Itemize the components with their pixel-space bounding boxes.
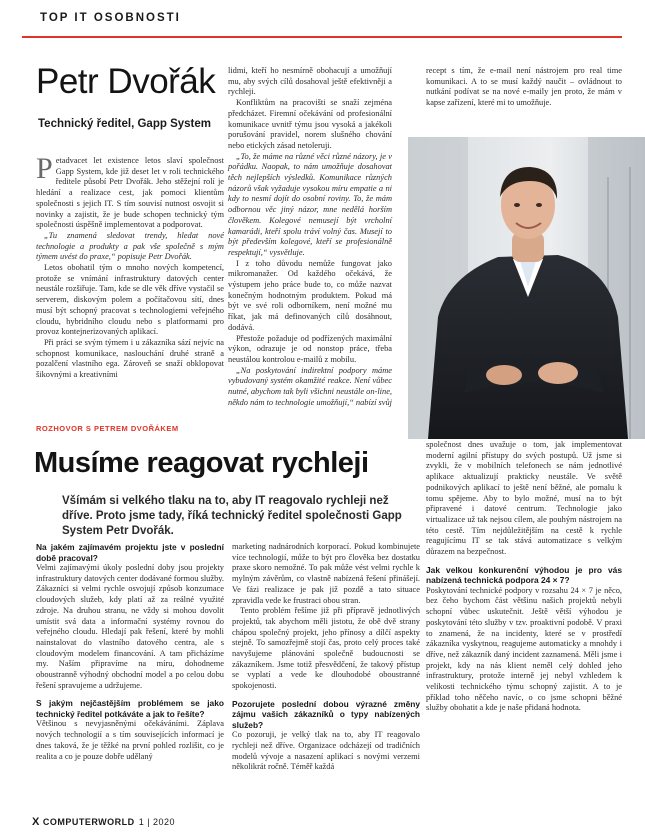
intro-paragraph: Přestože požaduje od podřízených maximální výkon, odrazuje je od nonstop práce, třeba neustálou kontrolou e-mailů z mobilu. <box>228 333 392 364</box>
intro-column-1 <box>36 152 224 380</box>
intro-quote: „Na poskytování indirektní podpory máme vybudovaný systém okamžité reakce. Není vůbec nutné, abychom tak byli všichni neustále on-line, někdo nám to technologie umožňují,“ nabízí svůj <box>228 365 392 407</box>
question-heading: Na jakém zajímavém projektu jste v poslední době pracoval? <box>36 542 224 563</box>
issue-number: 1 | 2020 <box>138 817 176 827</box>
magazine-logo-mark: X <box>32 816 40 828</box>
answer-paragraph: společnost dnes uvažuje o tom, jak implementovat moderní agilní přístupy do svých postupů. Už jsme si zvykli, že v mobilních telefonech se nám jednotlivé aplikace aktualizují prakticky neustále. Ve světě podnikových aplikací to ještě není běžné, ale pomalu k tomu spějeme. Aby to bylo možné, musí na to být připravené i datové centrum. Technologie jako virtualizace už tak nejsou cílem, ale pouhým nástrojem na této cestě. Tím nejdůležitějším na cestě k rychle reagujícímu IT se tak stává automatizace s velkým důrazem na bezpečnost. <box>426 440 622 557</box>
intro-paragraph: I z toho důvodu nemůže fungovat jako mikromanažer. Od každého očekává, že výstupem jeho práce bude to, co může nazvat konečným hodnotným produktem. Pokud má být ve své roli odborníkem, není možné mu říkat, jak má definovaných cílů dosáhnout, dodává. <box>228 258 392 332</box>
article-lead: Všímám si velkého tlaku na to, aby IT reagovalo rychleji než dříve. Proto jsme tady, říká technický ředitel společnosti Gapp System Petr Dvořák. <box>62 495 402 537</box>
intro-column-2 <box>228 66 392 410</box>
magazine-name: COMPUTERWORLD <box>42 817 135 827</box>
intro-paragraph <box>36 152 224 231</box>
page-footer <box>32 816 175 828</box>
answer-paragraph: Tento problém řešíme již při přípravě jednotlivých projektů, tak abychom měli jistotu, že obě dvě strany chápou společný projekt, jeho přínosy a dílčí aspekty stejně. To samozřejmě stojí čas, proto celý proces také navyšujeme plánování společně budoucnosti se zákazníkem. Jsme totiž přesvědčení, že takový přístup se vyplatí a vede ke dlouhodobé oboustranné spokojenosti. <box>232 606 420 691</box>
section-kicker: TOP IT OSOBNOSTI <box>40 12 181 24</box>
drop-cap: P <box>36 152 53 185</box>
answer-paragraph: Poskytování technické podpory v rozsahu 24 × 7 je něco, bez čeho bychom část většinu našich projektů nebyli schopní vůbec uskutečnit. Ještě větší výhodou je poskytování této služby v tzv. proaktivní podobě. V praxi to znamená, že na incidenty, které se v prostředí zákazníka vyskytnou, reagujeme automaticky a mnohdy i dříve, než zákazník daný incident zaznamená. Měli jsme i projekt, kdy na nás klient neměl celý dohled jeho infrastruktury, protože interně jej nebyl vzhledem k velikosti technického týmu schopný zajistit. A to je příklad toho něčeho navíc, o co jsme schopni běžné služby obohatit a kde je naše přidaná hodnota. <box>426 585 622 713</box>
answer-paragraph: Velmi zajímavými úkoly poslední doby jsou projekty infrastruktury datových center dodávané formou služby. Zákazníci si velmi rychle osvojují způsob konzumace cloudových služeb, kdy platí až za reálné využité zdroje. Na druhou stranu, ne vždy si mohou dovolit umístit svá data a informační systémy rovnou do veřejného cloudu. Hledají pak řešení, které by mohli nainstalovat do vlastního datového centra, ale s cloudovým modelem financování. A tam přicházíme my. Naším připravíme na míru, dohodneme oboustranně výhodný obchodní model a po celou dobu řešení spravujeme a udržujeme. <box>36 563 224 690</box>
answer-paragraph: marketing nadnárodních korporací. Pokud kombinujete více technologií, může to být pro člověka bez dostatku praxe skoro nemožné. To pak může vést velmi rychle k mylným závěrům, co vlastně nabízená řešení přinášejí. Ve fázi realizace je pak již pozdě a tato situace zpravidla vede ke frustraci obou stran. <box>232 542 420 605</box>
profile-role: Technický ředitel, Gapp System <box>38 118 211 130</box>
intro-quote: „To, že máme na různé věci různé názory, je v pořádku. Naopak, to nám umožňuje dosahovat těch nejlepších výsledků. Komunikace různých názorů však vyžaduje vysokou míru empatie a ni kdy to nesmí dojít do osobní roviny. To, že mám odbornou věc jiný názor, mne nedělá horším člověkem. Kolegové nemusejí být vrcholní kamarádi, kteří spolu tráví volný čas. Musejí to být především kolegové, kteří se profesionálně respektují,“ vysvětluje. <box>228 151 392 257</box>
question-heading: Pozorujete poslední dobou výrazné změny zájmu vašich zákazníků o typy nabízených služeb? <box>232 698 420 730</box>
portrait-photo <box>408 137 645 439</box>
article-headline: Musíme reagovat rychleji <box>34 447 369 479</box>
answer-paragraph: Většinou s nevyjasněnými očekáváními. Záplava nových technologií a s tím souvisejících informací je dnes taková, že je těžké na první pohled rozlišit, co je realita a co je pouze dobře udělaný <box>36 719 224 761</box>
interview-label: ROZHOVOR S PETREM DVOŘÁKEM <box>36 424 179 433</box>
intro-paragraph: Při práci se svým týmem i u zákazníka sází nejvíc na schopnost komunikace, naslouchání druhé straně a pozalčení vlastního ega. Zároveň se snaží obklopovat šikovnými a kreativními <box>36 337 224 380</box>
article-column-2 <box>232 542 420 812</box>
top-rule <box>22 36 622 38</box>
article-column-1 <box>36 542 224 810</box>
intro-paragraph: recept s tím, že e-mail není nástrojem pro real time komunikaci. A to se musí každý naučit – ovládnout to nutkání podívat se na nové e-maily jen proto, že mám v kapse zařízení, které mi to umožňuje. <box>426 66 622 108</box>
portrait-illustration <box>408 137 645 439</box>
intro-column-3 <box>426 66 622 126</box>
intro-paragraph: „Tu znamená sledovat trendy, hledat nové technologie a produkty a pak vše společně s mým týmem uvést do praxe,“ popisuje Petr Dvořák. <box>36 230 224 262</box>
intro-paragraph: lidmi, kteří ho nesmírně obohacují a umožňují mu, aby svých cílů dosahoval ještě efektivněji a rychleji. <box>228 66 392 97</box>
article-column-3 <box>426 440 622 812</box>
question-heading: Jak velkou konkurenční výhodou je pro vás nabízená technická podpora 24 × 7? <box>426 564 622 586</box>
answer-paragraph: Co pozoruji, je velký tlak na to, aby IT reagovalo rychleji než dříve. Organizace odcházejí od tradičních modelů vývoje a nasazení aplikací s novými verzemi několikrát ročně. Téměř každá <box>232 730 420 772</box>
question-heading: S jakým nejčastějším problémem se jako technický ředitel potkáváte a jak to řešíte? <box>36 698 224 719</box>
intro-paragraph: Konfliktům na pracovišti se snaží zejména předcházet. Firemní očekávání od profesionální komunikace uvnitř týmu jsou vysoká a jakékoli porušování pravidel, norem slušného chování nebo etických zásad netoleruji. <box>228 98 392 150</box>
intro-text: etadvacet let existence letos slaví společnost Gapp System, kde již deset let v roli technického ředitele působí Petr Dvořák. Jeho stěžejní rolí je hledání a realizace cest, jak pomoci klientům společnosti s jejich IT. S tím souvisí nutnost osvojit si novinky a zajistit, že je bude schopen technický tým společnosti úspěšně implementovat a podporovat. <box>36 156 224 230</box>
intro-paragraph: Letos obohatil tým o mnoho nových kompetencí, protože se vnímání infrastruktury datových center neustále rozšiřuje. Tam, kde se dle věk dříve vystačil se serverem, diskovým polem a počítačovou sítí, dnes musí být schopný pracovat s technologiemi veřejného cloudu, hybridního cloudu nebo s platformami pro provoz kontejnerizovaných aplikací. <box>36 263 224 337</box>
profile-name: Petr Dvořák <box>36 62 216 101</box>
